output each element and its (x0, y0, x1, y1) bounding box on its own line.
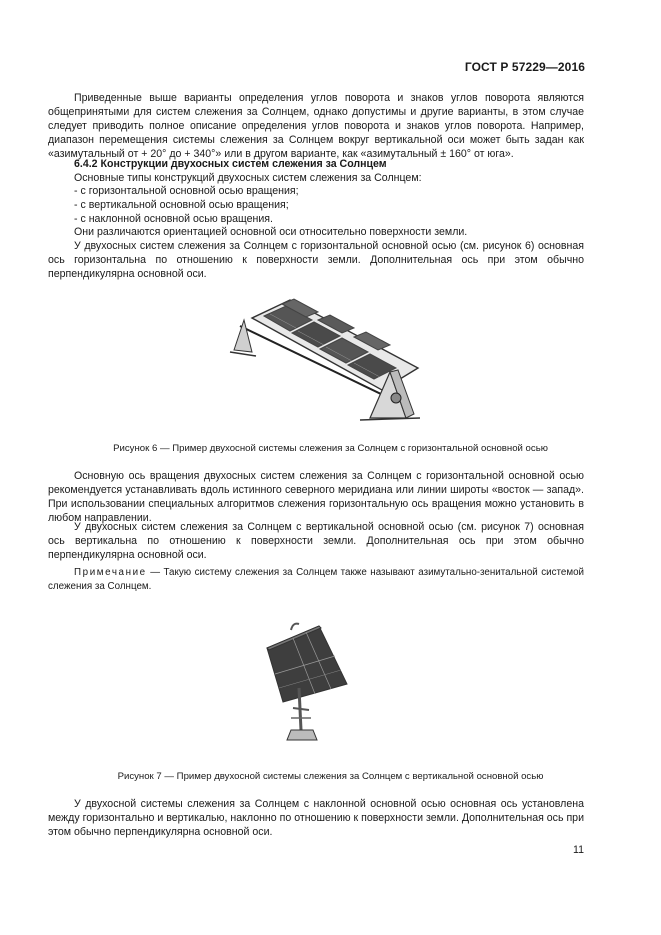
list-item: - с вертикальной основной осью вращения; (74, 198, 289, 211)
paragraph-horizontal-axis: У двухосных систем слежения за Солнцем с горизонтальной основной осью (см. рисунок 6) основная ось горизонтальна по отношению к поверхности земли. Дополнительная ось при этом обычно перпендикулярна основной оси. (48, 240, 584, 280)
list-item: - с наклонной основной осью вращения. (74, 212, 273, 225)
paragraph-types-intro: Основные типы конструкций двухосных систем слежения за Солнцем: (74, 172, 422, 184)
standard-number: ГОСТ Р 57229—2016 (464, 60, 585, 74)
paragraph-rotation-angles: Приведенные выше варианты определения углов поворота и знаков углов поворота являются общепринятыми для систем слежения за Солнцем, однако допустимы и другие варианты, в этом случае следует приводить полное описание определения углов поворота и знаков углов поворота. Например, диапазон перемещения системы слежения за Солнцем вокруг вертикальной оси может быть задан как «азимутальный от + 20° до + 340°» или в другом варианте, как «азимутальный ± 160° от юга». (48, 92, 584, 160)
section-heading: 6.4.2 Конструкции двухосных систем слежения за Солнцем (74, 158, 387, 170)
paragraph-inclined-axis: У двухосной системы слежения за Солнцем с наклонной основной осью основная ось установлена между горизонтально и вертикалью, наклонно по отношению к поверхности земли. Дополнительная ось при этом обычно перпендикулярна основной оси. (48, 798, 584, 838)
figure-7-caption: Рисунок 7 — Пример двухосной системы слежения за Солнцем с вертикальной основной осью (117, 771, 544, 782)
paragraph-orientation: Они различаются ориентацией основной оси относительно поверхности земли. (74, 226, 468, 238)
tracker-types-list (74, 185, 574, 227)
note (48, 566, 584, 593)
page-number: 11 (573, 844, 584, 856)
note-text: — Такую систему слежения за Солнцем также называют азимутально-зенитальной системой слежения за Солнцем. (48, 567, 584, 592)
note-label: Примечание (74, 567, 147, 578)
figure-7-vertical-tracker-image (255, 618, 355, 748)
paragraph-vertical-axis: У двухосных систем слежения за Солнцем с вертикальной основной осью (см. рисунок 7) основная ось вертикальна по отношению к поверхности земли. Дополнительная ось при этом обычно перпендикулярна основной оси. (48, 521, 584, 561)
paragraph-axis-installation: Основную ось вращения двухосных систем слежения за Солнцем с горизонтальной основной осью рекомендуется устанавливать вдоль истинного северного меридиана или линии широты «восток — запад». При использовании специальных алгоритмов слежения горизонтальную ось вращения можно установить в любом направлении. (48, 470, 584, 524)
list-item: - с горизонтальной основной осью вращения; (74, 185, 299, 197)
figure-6-horizontal-tracker-image (220, 290, 430, 430)
figure-6-caption: Рисунок 6 — Пример двухосной системы слежения за Солнцем с горизонтальной основной осью (113, 443, 548, 454)
